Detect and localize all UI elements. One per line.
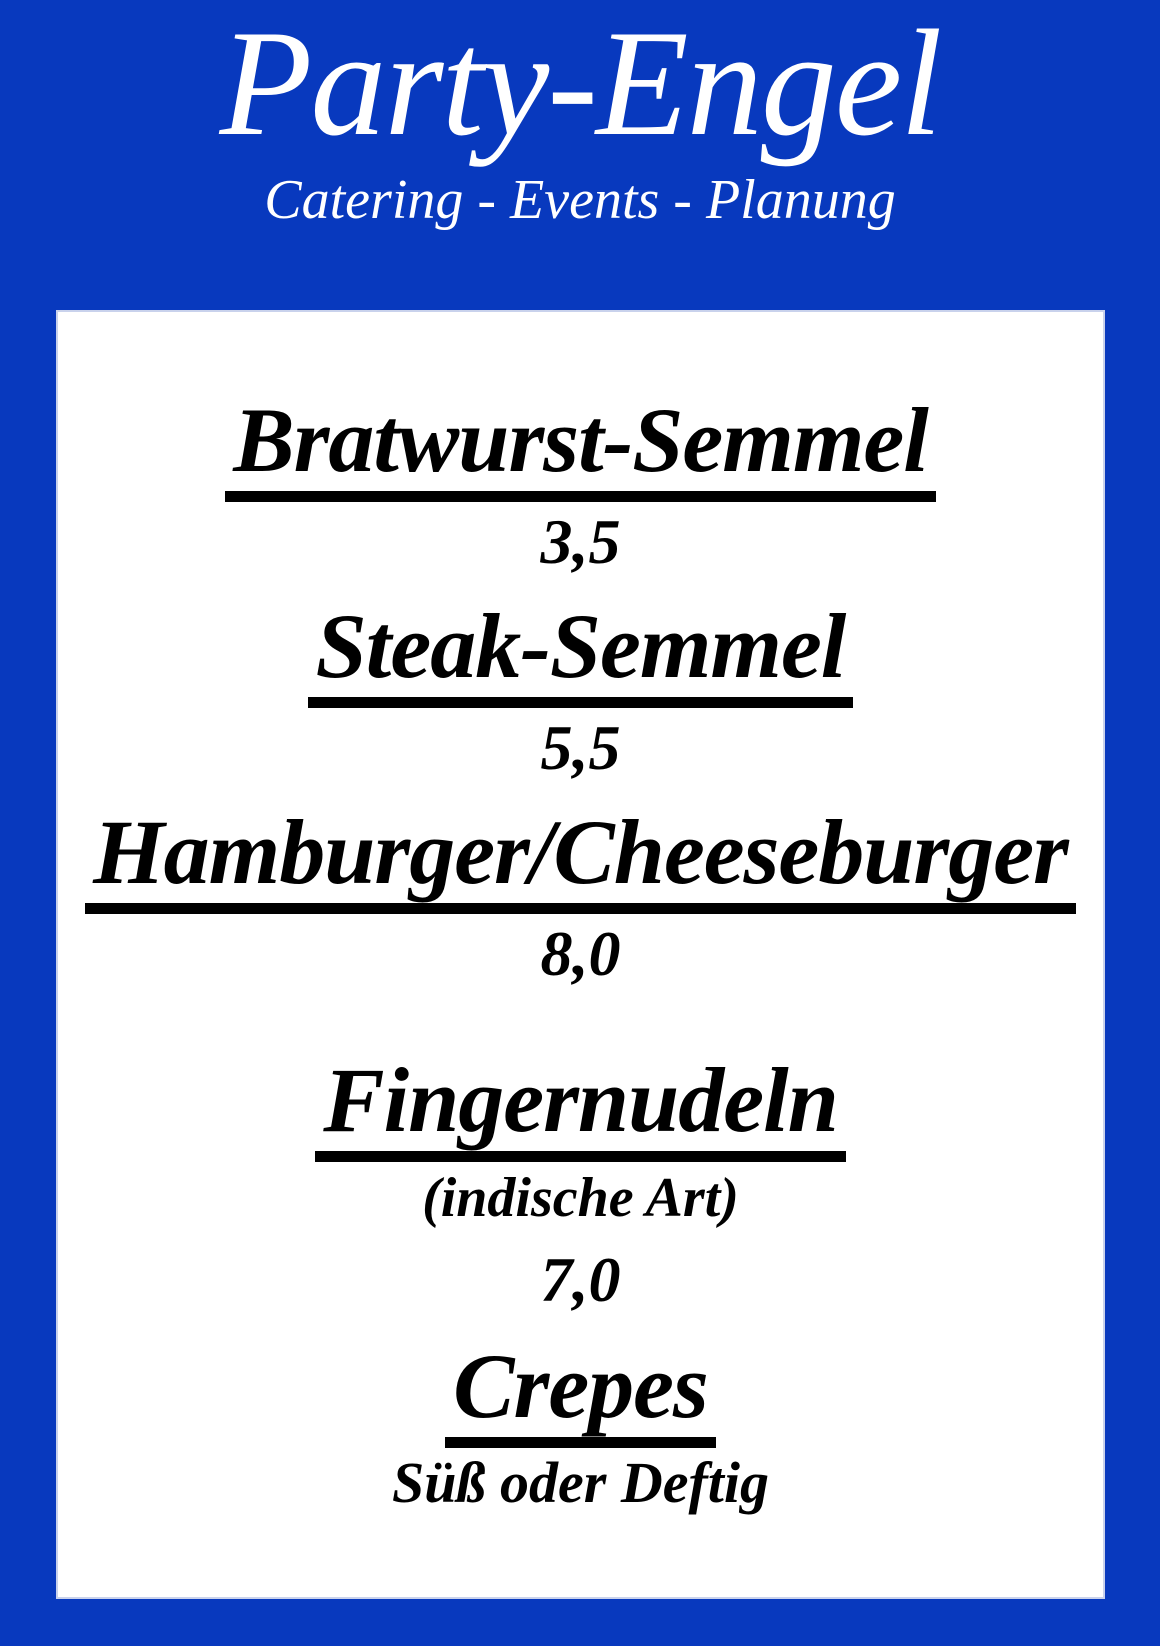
menu-item-fingernudeln: [58, 1049, 1103, 1315]
menu-item-price: 8,0: [540, 918, 621, 989]
menu-item-price: 5,5: [540, 712, 621, 783]
menu-item-hamburger-cheeseburger: [58, 801, 1103, 989]
menu-item-price: 3,5: [540, 506, 621, 577]
menu-item-name: [58, 801, 1103, 914]
menu-item-name-text: Crepes: [445, 1340, 716, 1448]
menu-item-name-text: Hamburger/Cheeseburger: [85, 806, 1076, 914]
menu-card: [58, 312, 1103, 1597]
menu-item-name-text: Steak-Semmel: [308, 600, 854, 708]
brand-subtitle: Catering - Events - Planung: [264, 168, 896, 231]
menu-item-note: Süß oder Deftig: [392, 1450, 769, 1515]
menu-list: [58, 312, 1103, 1515]
menu-item-name-text: Bratwurst-Semmel: [225, 394, 936, 502]
poster-header: [0, 0, 1160, 231]
menu-item-steak-semmel: [58, 595, 1103, 783]
menu-item-price: 7,0: [540, 1244, 621, 1315]
menu-item-name: [58, 389, 1103, 502]
menu-item-name: [58, 595, 1103, 708]
brand-title: Party-Engel: [219, 0, 941, 167]
menu-item-note: (indische Art): [422, 1167, 739, 1229]
menu-item-name-text: Fingernudeln: [315, 1054, 846, 1162]
menu-item-name: [58, 1335, 1103, 1448]
menu-item-bratwurst-semmel: [58, 389, 1103, 577]
menu-item-crepes: [58, 1335, 1103, 1515]
menu-item-name: [58, 1049, 1103, 1162]
